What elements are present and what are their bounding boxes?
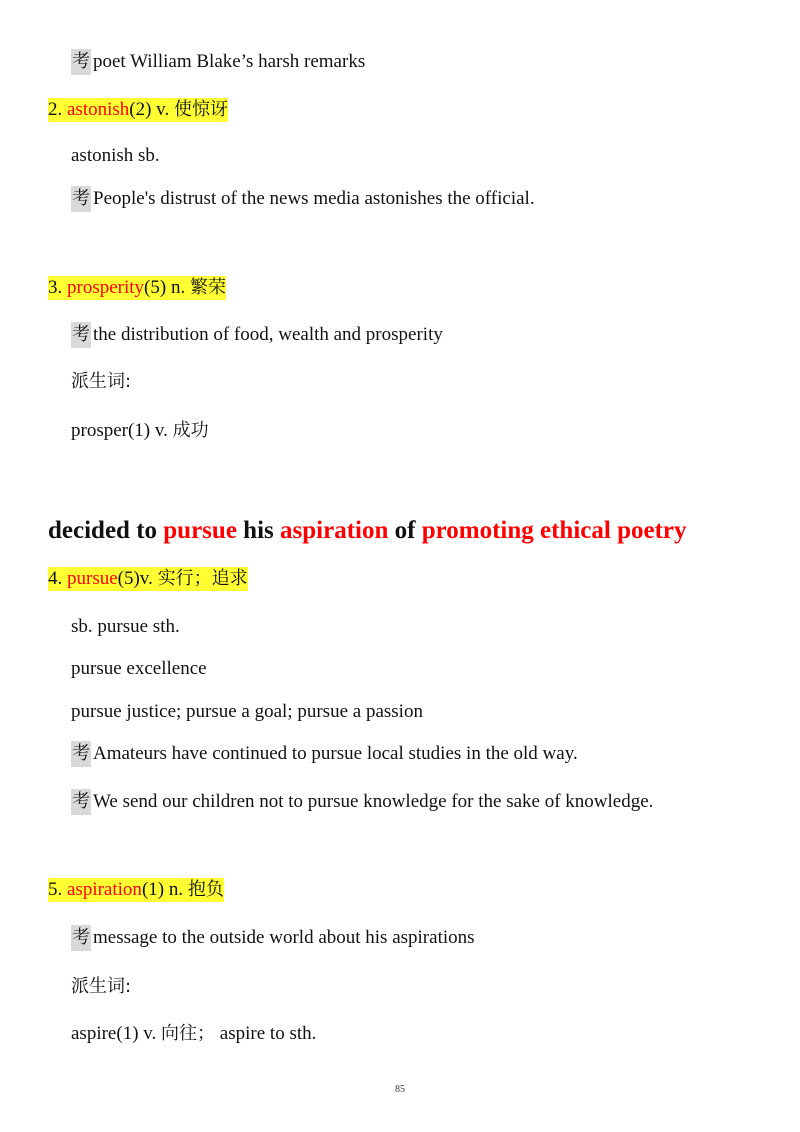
exam-marker: 考 <box>71 741 91 767</box>
derivative-line <box>71 418 209 444</box>
example-text: message to the outside world about his aspirations <box>93 927 475 948</box>
entry-word: prosperity <box>67 277 145 298</box>
example-text: People's distrust of the news media astonishes the official. <box>93 188 535 209</box>
entry-word: astonish <box>67 99 130 120</box>
usage-line: sb. pursue sth. <box>71 616 180 637</box>
heading-keyword: pursue <box>163 517 237 544</box>
entry-number: 2. <box>48 99 67 120</box>
derivative-usage: aspire to sth. <box>215 1023 317 1044</box>
entry-meaning: 抱负 <box>187 879 224 900</box>
entry-meaning: 繁荣 <box>189 277 226 298</box>
example-line <box>71 925 475 951</box>
entry-word: aspiration <box>67 879 142 900</box>
vocab-entry-pursue <box>48 566 248 592</box>
derivative-label: 派生词: <box>71 371 132 392</box>
section-heading <box>48 514 687 548</box>
entry-pos: (1) n. <box>141 879 188 900</box>
heading-part: decided to <box>48 517 164 544</box>
example-text: Amateurs have continued to pursue local studies in the old way. <box>93 743 578 764</box>
entry-pos: (5)v. <box>117 568 158 589</box>
entry-highlight <box>48 98 228 122</box>
exam-marker: 考 <box>71 49 91 75</box>
vocab-entry-astonish <box>48 97 228 123</box>
derivative-line <box>71 1021 316 1047</box>
vocab-entry-aspiration <box>48 877 224 903</box>
example-text: the distribution of food, wealth and prosperity <box>93 324 443 345</box>
example-line <box>71 186 535 212</box>
derivative-word: prosper(1) v. <box>71 420 173 441</box>
derivative-word: aspire(1) v. <box>71 1023 162 1044</box>
derivative-label: 派生词: <box>71 976 132 997</box>
entry-pos: (2) v. <box>129 99 174 120</box>
derivative-meaning: 成功 <box>172 420 209 441</box>
heading-keyword: promoting ethical poetry <box>421 517 687 544</box>
entry-number: 4. <box>48 568 67 589</box>
entry-highlight <box>48 567 248 591</box>
usage-line: pursue justice; pursue a goal; pursue a passion <box>71 701 423 722</box>
heading-part: of <box>388 517 422 544</box>
entry-meaning: 实行；追求 <box>157 568 248 589</box>
example-text: poet William Blake’s harsh remarks <box>93 51 366 72</box>
example-line <box>71 789 653 815</box>
heading-part: his <box>236 517 281 544</box>
example-line <box>71 741 578 767</box>
exam-marker: 考 <box>71 925 91 951</box>
exam-marker: 考 <box>71 322 91 348</box>
example-line <box>71 322 443 348</box>
entry-number: 5. <box>48 879 67 900</box>
example-line <box>71 49 365 75</box>
entry-word: pursue <box>67 568 118 589</box>
usage-line: astonish sb. <box>71 145 160 166</box>
entry-highlight <box>48 276 226 300</box>
heading-keyword: aspiration <box>280 517 389 544</box>
exam-marker: 考 <box>71 789 91 815</box>
entry-meaning: 使惊讶 <box>173 99 228 120</box>
vocab-entry-prosperity <box>48 275 226 301</box>
usage-line: pursue excellence <box>71 658 207 679</box>
derivative-meaning: 向往； <box>161 1023 216 1044</box>
entry-highlight <box>48 878 224 902</box>
entry-number: 3. <box>48 277 67 298</box>
entry-pos: (5) n. <box>144 277 190 298</box>
exam-marker: 考 <box>71 186 91 212</box>
page-number: 85 <box>395 1084 405 1095</box>
example-text: We send our children not to pursue knowledge for the sake of knowledge. <box>93 791 654 812</box>
